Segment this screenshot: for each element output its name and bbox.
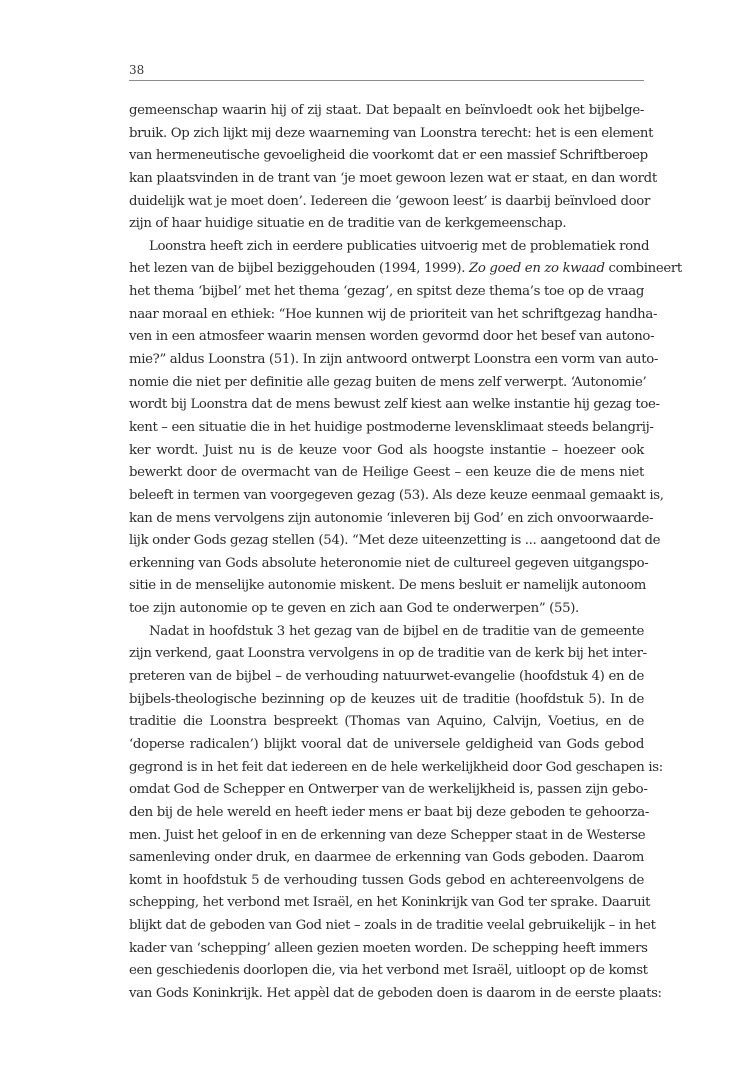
paragraph-2	[129, 236, 682, 621]
text-line: samenleving onder druk, en daarmee de erkenning van Gods geboden. Daarom	[129, 850, 644, 866]
book-title: Zo goed en zo kwaad	[469, 261, 605, 277]
text-line: ven in een atmosfeer waarin mensen worden gevormd door het besef van autono-	[129, 329, 655, 345]
text-line: blijkt dat de geboden van God niet – zoals in de traditie veelal gebruikelijk – in het	[129, 918, 656, 934]
text-line: Nadat in hoofdstuk 3 het gezag van de bijbel en de traditie van de gemeente	[149, 623, 644, 639]
text-line: preteren van de bijbel – de verhouding natuurwet-evangelie (hoofdstuk 4) en de	[129, 669, 644, 685]
text-line: schepping, het verbond met Israël, en het Koninkrijk van God ter sprake. Daaruit	[129, 895, 651, 911]
text-line: Loonstra heeft zich in eerdere publicaties uitvoerig met de problematiek rond	[149, 238, 650, 254]
text-line: toe zijn autonomie op te geven en zich aan God te onderwerpen” (55).	[129, 601, 579, 617]
page-number: 38	[129, 63, 145, 77]
text-line: van Gods Koninkrijk. Het appèl dat de geboden doen is daarom in de eerste plaats:	[129, 985, 662, 1001]
text-line: duidelijk wat je moet doen’. Iedereen die ‘gewoon leest’ is daarbij beïnvloed door	[129, 193, 650, 209]
text-line: ker wordt. Juist nu is de keuze voor God als hoogste instantie – hoezeer ook	[129, 442, 644, 458]
text-line: bijbels-theologische bezinning op de keuzes uit de traditie (hoofdstuk 5). In de	[129, 691, 644, 707]
text-line: komt in hoofdstuk 5 de verhouding tussen Gods gebod en achtereenvolgens de	[129, 872, 644, 888]
text-line: sitie in de menselijke autonomie miskent. De mens besluit er namelijk autonoom	[129, 578, 647, 594]
body-text	[129, 100, 682, 1006]
text-line: kent – een situatie die in het huidige postmoderne levensklimaat steeds belangrij-	[129, 419, 654, 435]
text-line: nomie die niet per definitie alle gezag buiten de mens zelf verwerpt. ‘Autonomie’	[129, 374, 647, 390]
text-line: een geschiedenis doorlopen die, via het verbond met Israël, uitloopt op de komst	[129, 963, 648, 979]
paragraph-1	[129, 100, 657, 236]
text-line: lijk onder Gods gezag stellen (54). “Met deze uiteenzetting is ... aangetoond dat de	[129, 533, 661, 549]
text-line: omdat God de Schepper en Ontwerper van de werkelijkheid is, passen zijn gebo-	[129, 782, 648, 798]
text-line: zijn of haar huidige situatie en de traditie van de kerkgemeenschap.	[129, 216, 567, 232]
text-line: gemeenschap waarin hij of zij staat. Dat bepaalt en beïnvloedt ook het bijbelge-	[129, 103, 644, 118]
text-line: het thema ‘bijbel’ met het thema ‘gezag’, en spitst deze thema’s toe op de vraag	[129, 284, 644, 300]
text-segment: het lezen van de bijbel beziggehouden (1994, 1999).	[129, 261, 466, 277]
header-rule	[129, 80, 644, 81]
text-line: gegrond is in het feit dat iedereen en de hele werkelijkheid door God geschapen is:	[129, 759, 663, 775]
text-line: erkenning van Gods absolute heteronomie niet de cultureel gegeven uitgangspo-	[129, 555, 649, 571]
text-line-with-title	[129, 258, 682, 281]
text-line: ‘doperse radicalen’) blijkt vooral dat de universele geldigheid van Gods gebod	[129, 736, 644, 752]
text-line: bewerkt door de overmacht van de Heilige Geest – een keuze die de mens niet	[129, 465, 644, 481]
text-line: men. Juist het geloof in en de erkenning van deze Schepper staat in de Westerse	[129, 827, 646, 843]
text-line: bruik. Op zich lijkt mij deze waarneming van Loonstra terecht: het is een element	[129, 125, 654, 141]
text-line: naar moraal en ethiek: “Hoe kunnen wij de prioriteit van het schriftgezag handha-	[129, 306, 658, 322]
text-line: beleeft in termen van voorgegeven gezag (53). Als deze keuze eenmaal gemaakt is,	[129, 487, 664, 503]
text-line: den bij de hele wereld en heeft ieder mens er baat bij deze geboden te gehoorza-	[129, 804, 650, 820]
text-line: mie?” aldus Loonstra (51). In zijn antwoord ontwerpt Loonstra een vorm van auto-	[129, 352, 659, 368]
text-line: wordt bij Loonstra dat de mens bewust zelf kiest aan welke instantie hij gezag toe-	[129, 397, 660, 413]
text-line: kan de mens vervolgens zijn autonomie ‘inleveren bij God’ en zich onvoorwaarde-	[129, 510, 654, 526]
text-line: kader van ‘schepping’ alleen gezien moeten worden. De schepping heeft immers	[129, 940, 648, 956]
text-line: kan plaatsvinden in de trant van ‘je moet gewoon lezen wat er staat, en dan wordt	[129, 170, 657, 186]
text-line: van hermeneutische gevoeligheid die voorkomt dat er een massief Schriftberoep	[129, 148, 648, 164]
paragraph-3	[129, 621, 663, 1006]
text-segment: combineert	[608, 261, 682, 277]
text-line: zijn verkend, gaat Loonstra vervolgens in op de traditie van de kerk bij het inter-	[129, 646, 647, 662]
text-line: traditie die Loonstra bespreekt (Thomas van Aquino, Calvijn, Voetius, en de	[129, 714, 644, 730]
